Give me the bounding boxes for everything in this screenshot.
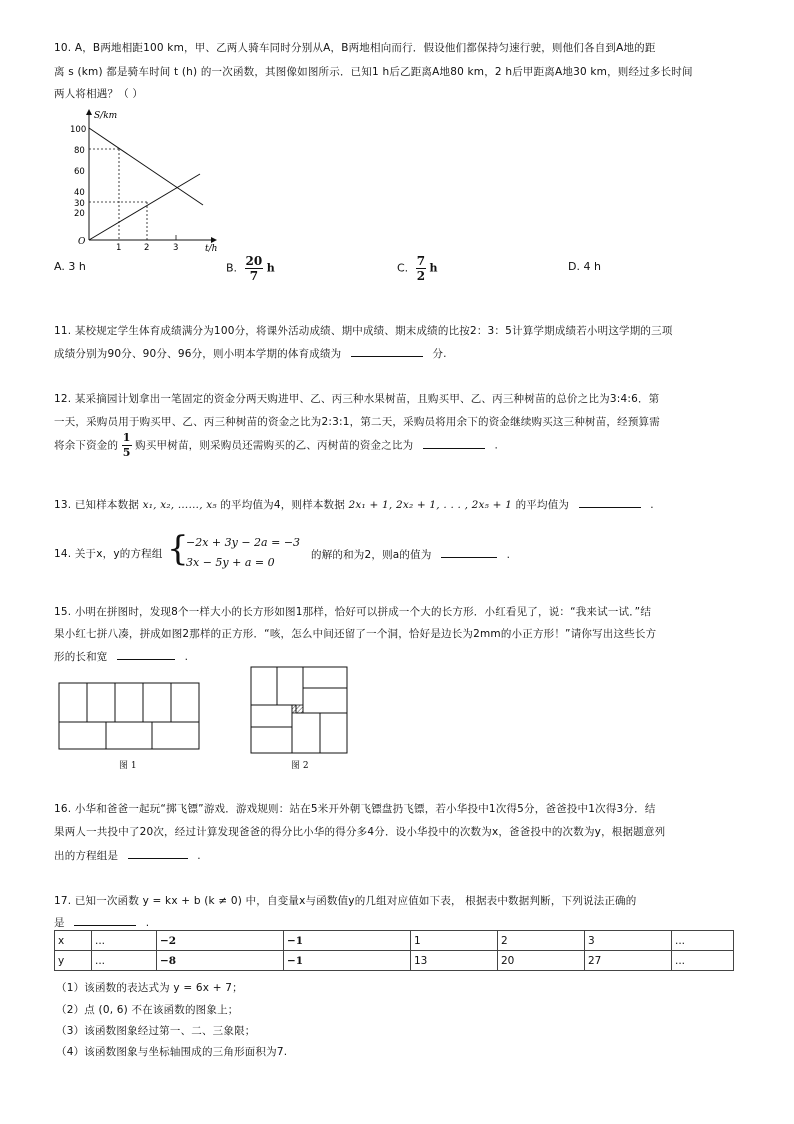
q15-answer-blank[interactable] — [117, 648, 175, 660]
q14-rest: 的解的和为2，则a的值为 . — [311, 546, 510, 562]
table-cell: ... — [672, 931, 734, 951]
table-cell: 1 — [411, 931, 498, 951]
q12-line3: 将余下资金的 $\frac{1}{5}$ 购买甲树苗，则采购员还需购买的乙、丙树苗的资金之比为 . — [54, 431, 498, 459]
y-axis-label: S/km — [94, 111, 118, 121]
q16-line3: 出的方程组是 . — [54, 847, 201, 863]
option-a[interactable]: A. 3 h — [54, 260, 86, 273]
q16-answer-blank[interactable] — [128, 847, 188, 859]
table-cell: −2 — [157, 931, 284, 951]
table-cell: 20 — [498, 951, 585, 971]
fig2-caption: 图 2 — [291, 761, 309, 771]
q11-line2: 成绩分别为90分、90分、96分，则小明本学期的体育成绩为 分. — [54, 345, 447, 361]
ytick-30: 30 — [74, 199, 85, 209]
q10-line2: 离 s (km) 都是骑车时间 t (h) 的一次函数，其图像如图所示．已知1 h后乙距离A地80 km，2 h后甲距离A地30 km，则经过多长时间 — [54, 66, 693, 78]
q12-answer-blank[interactable] — [423, 437, 485, 449]
option-b[interactable]: B. $\frac{20}{7}$ h — [226, 254, 275, 283]
line-jia — [89, 174, 200, 240]
q17-answer-blank[interactable] — [74, 914, 136, 926]
q10-graph — [56, 104, 226, 254]
ytick-20: 20 — [74, 209, 85, 219]
q17-statement-1: （1）该函数的表达式为 y = 6x + 7； — [56, 982, 243, 994]
hole-square — [292, 705, 303, 713]
q16-line1: 16. 小华和爸爸一起玩“掷飞镖”游戏．游戏规则：站在5米开外朝飞镖盘扔飞镖，若小华投中1次得5分，爸爸投中1次得3分．结 — [54, 803, 656, 815]
q12-line1: 12. 某采摘园计划拿出一笔固定的资金分两天购进甲、乙、丙三种水果树苗，且购买甲、乙、丙三种树苗的总价之比为3:4:6．第 — [54, 393, 660, 405]
xtick-3: 3 — [173, 243, 179, 253]
q12-line2: 一天，采购员用于购买甲、乙、丙三种树苗的资金之比为2:3:1，第二天，采购员将用余下的资金继续购买这三种树苗，经预算需 — [54, 416, 660, 428]
q10-line3: 两人将相遇？（ ） — [54, 88, 144, 100]
q17-line1: 17. 已知一次函数 y = kx + b (k ≠ 0) 中，自变量x与函数值y的几组对应值如下表， 根据表中数据判断，下列说法正确的 — [54, 895, 637, 907]
q15-line1: 15. 小明在拼图时，发现8个一样大小的长方形如图1那样，恰好可以拼成一个大的长方形．小红看见了，说：“我来试一试．”结 — [54, 606, 652, 618]
table-cell: ... — [672, 951, 734, 971]
ytick-60: 60 — [74, 167, 85, 177]
q10-line1: 10. A，B两地相距100 km，甲、乙两人骑车同时分别从A，B两地相向而行．假设他们都保持匀速行驶，则他们各自到A地的距 — [54, 42, 656, 54]
ytick-100: 100 — [70, 125, 87, 135]
fig1-caption: 图 1 — [119, 761, 137, 771]
xtick-1: 1 — [116, 243, 122, 253]
q14-answer-blank[interactable] — [441, 546, 497, 558]
ytick-40: 40 — [74, 188, 85, 198]
q17-statement-2: （2）点 (0, 6) 不在该函数的图象上； — [56, 1004, 239, 1016]
table-cell: 27 — [585, 951, 672, 971]
table-cell: 2 — [498, 931, 585, 951]
q17-line2: 是 . — [54, 914, 149, 930]
q15-line3: 形的长和宽 . — [54, 648, 188, 664]
q16-line2: 果两人一共投中了20次，经过计算发现爸爸的得分比小华的得分多4分．设小华投中的次数为x，爸爸投中的次数为y，根据题意列 — [54, 826, 666, 838]
table-cell: 3 — [585, 931, 672, 951]
table-cell: 13 — [411, 951, 498, 971]
q14-brace: { — [167, 529, 189, 569]
table-row-x — [55, 931, 734, 951]
xtick-2: 2 — [144, 243, 150, 253]
table-cell: ... — [92, 951, 157, 971]
q13-answer-blank[interactable] — [579, 496, 641, 508]
figure-1 — [58, 682, 200, 750]
q11-answer-blank[interactable] — [351, 345, 423, 357]
q14-intro: 14. 关于x，y的方程组 — [54, 548, 163, 560]
q14-eq1: −2x + 3y − 2a = −3 — [186, 536, 301, 549]
x-axis-label: t/h — [205, 244, 218, 254]
q15-line2: 果小红七拼八凑，拼成如图2那样的正方形．“咳，怎么中间还留了一个洞，恰好是边长为2mm的小正方形！”请你写出这些长方 — [54, 628, 657, 640]
option-d[interactable]: D. 4 h — [568, 260, 601, 273]
table-row-y — [55, 951, 734, 971]
q11-line1: 11. 某校规定学生体育成绩满分为100分，将课外活动成绩、期中成绩、期末成绩的比按2：3：5计算学期成绩若小明这学期的三项 — [54, 325, 673, 337]
q17-statement-4: （4）该函数图象与坐标轴围成的三角形面积为7. — [56, 1046, 288, 1058]
origin-label: O — [78, 237, 86, 247]
figure-2 — [250, 666, 348, 754]
table-cell: x — [55, 931, 92, 951]
table-cell: ... — [92, 931, 157, 951]
q13-line: 13. 已知样本数据 x₁, x₂, ……, x₅ 的平均值为4，则样本数据 2x₁ + 1, 2x₂ + 1, . . . , 2x₅ + 1 的平均值为 . — [54, 496, 654, 512]
q17-value-table — [54, 930, 734, 971]
q14-eq2: 3x − 5y + a = 0 — [186, 556, 275, 569]
table-cell: −8 — [157, 951, 284, 971]
line-yi — [89, 128, 203, 205]
table-cell: y — [55, 951, 92, 971]
table-cell: −1 — [284, 951, 411, 971]
table-cell: −1 — [284, 931, 411, 951]
ytick-80: 80 — [74, 146, 85, 156]
q17-statement-3: （3）该函数图象经过第一、二、三象限； — [56, 1025, 256, 1037]
option-c[interactable]: C. $\frac{7}{2}$ h — [397, 254, 438, 283]
